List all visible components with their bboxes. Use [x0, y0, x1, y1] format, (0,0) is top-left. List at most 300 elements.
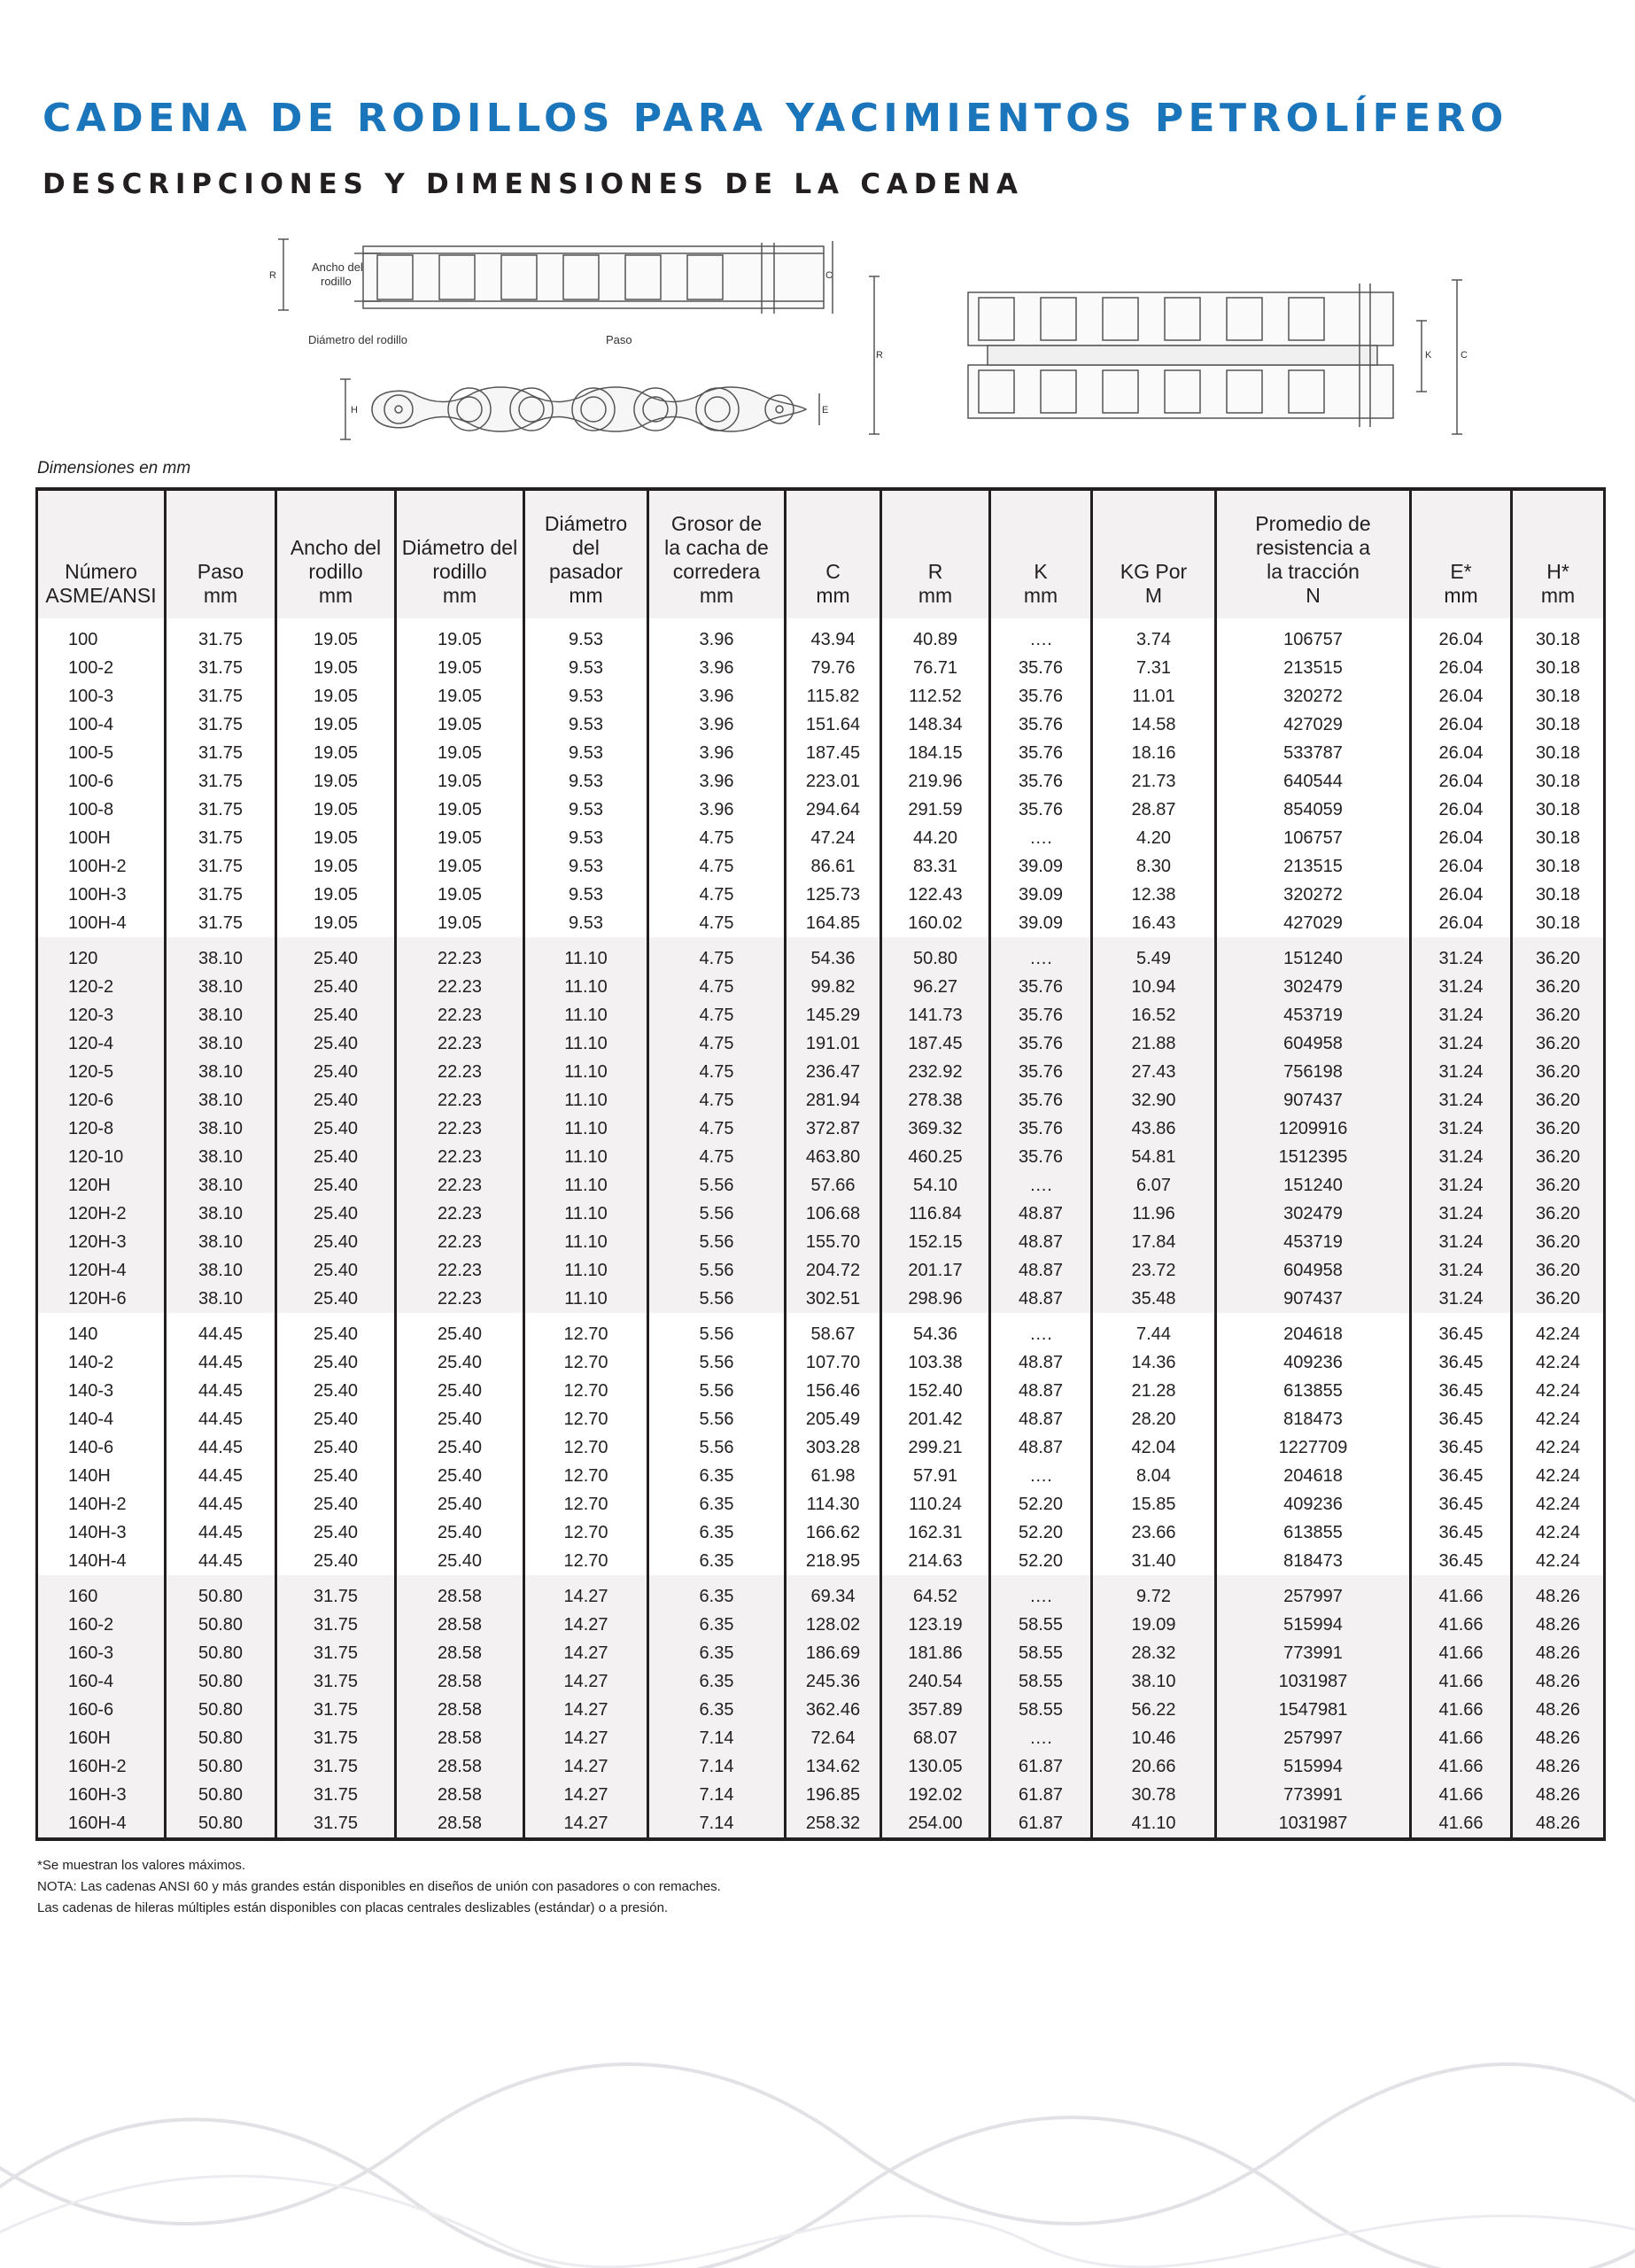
cell-pin-diameter: 12.70 [524, 1490, 648, 1518]
cell-roller-diameter: 22.23 [396, 1058, 524, 1086]
cell-asme-ansi-number: 160H-2 [37, 1752, 166, 1781]
cell-asme-ansi-number: 140-2 [37, 1348, 166, 1377]
cell-asme-ansi-number: 100-2 [37, 654, 166, 682]
cell-h: 48.26 [1512, 1752, 1605, 1781]
cell-kg-per-m: 14.58 [1092, 711, 1216, 739]
cell-asme-ansi-number: 100-6 [37, 767, 166, 796]
cell-roller-diameter: 22.23 [396, 1171, 524, 1200]
cell-avg-tensile-strength: 533787 [1216, 739, 1411, 767]
cell-k: …. [990, 824, 1092, 852]
single-chain-side-view-diagram [337, 372, 833, 447]
cell-k: 35.76 [990, 1058, 1092, 1086]
cell-pitch: 50.80 [166, 1809, 276, 1839]
cell-h: 30.18 [1512, 711, 1605, 739]
cell-r: 148.34 [881, 711, 990, 739]
cell-r: 68.07 [881, 1724, 990, 1752]
cell-avg-tensile-strength: 320272 [1216, 881, 1411, 909]
cell-asme-ansi-number: 120-2 [37, 973, 166, 1001]
cell-h: 36.20 [1512, 1115, 1605, 1143]
cell-roller-width: 31.75 [276, 1639, 396, 1667]
cell-link-plate-thickness: 6.35 [648, 1518, 786, 1547]
cell-asme-ansi-number: 140-3 [37, 1377, 166, 1405]
cell-e: 36.45 [1411, 1462, 1512, 1490]
table-row [37, 1490, 1605, 1518]
cell-link-plate-thickness: 3.96 [648, 625, 786, 654]
cell-kg-per-m: 3.74 [1092, 625, 1216, 654]
cell-e: 26.04 [1411, 711, 1512, 739]
cell-avg-tensile-strength: 515994 [1216, 1611, 1411, 1639]
cell-roller-width: 25.40 [276, 1086, 396, 1115]
cell-avg-tensile-strength: 756198 [1216, 1058, 1411, 1086]
group-spacer [37, 1575, 1605, 1582]
cell-h: 42.24 [1512, 1462, 1605, 1490]
cell-roller-diameter: 19.05 [396, 654, 524, 682]
cell-asme-ansi-number: 140H-2 [37, 1490, 166, 1518]
cell-roller-width: 19.05 [276, 767, 396, 796]
table-row [37, 1171, 1605, 1200]
cell-kg-per-m: 30.78 [1092, 1781, 1216, 1809]
cell-k: 39.09 [990, 881, 1092, 909]
cell-pitch: 31.75 [166, 824, 276, 852]
table-row [37, 1228, 1605, 1256]
cell-kg-per-m: 11.96 [1092, 1200, 1216, 1228]
header-line: Diámetro del [401, 536, 518, 559]
cell-roller-diameter: 19.05 [396, 824, 524, 852]
cell-h: 42.24 [1512, 1405, 1605, 1433]
cell-pin-diameter: 14.27 [524, 1724, 648, 1752]
cell-e: 26.04 [1411, 767, 1512, 796]
header-line: mm [816, 584, 850, 607]
cell-asme-ansi-number: 120H [37, 1171, 166, 1200]
cell-r: 44.20 [881, 824, 990, 852]
cell-c: 223.01 [786, 767, 881, 796]
cell-avg-tensile-strength: 427029 [1216, 909, 1411, 937]
cell-roller-diameter: 25.40 [396, 1320, 524, 1348]
cell-kg-per-m: 23.72 [1092, 1256, 1216, 1285]
cell-asme-ansi-number: 120-10 [37, 1143, 166, 1171]
cell-roller-width: 25.40 [276, 944, 396, 973]
table-row [37, 1348, 1605, 1377]
cell-link-plate-thickness: 3.96 [648, 796, 786, 824]
cell-roller-width: 31.75 [276, 1582, 396, 1611]
cell-link-plate-thickness: 5.56 [648, 1228, 786, 1256]
cell-link-plate-thickness: 6.35 [648, 1611, 786, 1639]
cell-avg-tensile-strength: 1547981 [1216, 1696, 1411, 1724]
cell-c: 294.64 [786, 796, 881, 824]
cell-r: 201.17 [881, 1256, 990, 1285]
spacer-cell [1512, 1313, 1605, 1320]
cell-kg-per-m: 11.01 [1092, 682, 1216, 711]
cell-pin-diameter: 9.53 [524, 824, 648, 852]
cell-pin-diameter: 9.53 [524, 796, 648, 824]
cell-pin-diameter: 12.70 [524, 1348, 648, 1377]
cell-avg-tensile-strength: 320272 [1216, 682, 1411, 711]
cell-c: 258.32 [786, 1809, 881, 1839]
cell-roller-diameter: 25.40 [396, 1490, 524, 1518]
cell-roller-diameter: 22.23 [396, 1086, 524, 1115]
cell-pin-diameter: 11.10 [524, 973, 648, 1001]
cell-e: 41.66 [1411, 1752, 1512, 1781]
cell-h: 36.20 [1512, 1200, 1605, 1228]
cell-r: 184.15 [881, 739, 990, 767]
header-line: mm [1023, 584, 1058, 607]
spacer-cell [1092, 937, 1216, 944]
units-note: Dimensiones en mm [37, 459, 191, 478]
cell-r: 214.63 [881, 1547, 990, 1575]
cell-r: 64.52 [881, 1582, 990, 1611]
cell-k: 48.87 [990, 1256, 1092, 1285]
cell-roller-width: 31.75 [276, 1809, 396, 1839]
header-line: Paso [197, 560, 244, 583]
cell-asme-ansi-number: 120-5 [37, 1058, 166, 1086]
cell-roller-width: 25.40 [276, 1490, 396, 1518]
cell-roller-diameter: 22.23 [396, 1256, 524, 1285]
cell-pin-diameter: 9.53 [524, 625, 648, 654]
table-row [37, 944, 1605, 973]
cell-k: 48.87 [990, 1348, 1092, 1377]
cell-asme-ansi-number: 100H-4 [37, 909, 166, 937]
table-row [37, 1115, 1605, 1143]
header-line: mm [1444, 584, 1478, 607]
cell-roller-diameter: 25.40 [396, 1377, 524, 1405]
cell-link-plate-thickness: 5.56 [648, 1256, 786, 1285]
cell-pitch: 38.10 [166, 1058, 276, 1086]
cell-roller-width: 25.40 [276, 1518, 396, 1547]
cell-e: 31.24 [1411, 1171, 1512, 1200]
cell-roller-diameter: 19.05 [396, 711, 524, 739]
cell-c: 155.70 [786, 1228, 881, 1256]
cell-roller-width: 25.40 [276, 1228, 396, 1256]
cell-e: 41.66 [1411, 1611, 1512, 1639]
cell-pitch: 31.75 [166, 881, 276, 909]
cell-c: 57.66 [786, 1171, 881, 1200]
cell-asme-ansi-number: 140-4 [37, 1405, 166, 1433]
table-row [37, 1518, 1605, 1547]
cell-k: 35.76 [990, 1029, 1092, 1058]
cell-c: 69.34 [786, 1582, 881, 1611]
cell-roller-width: 25.40 [276, 1320, 396, 1348]
footnote-ansi-note: NOTA: Las cadenas ANSI 60 y más grandes están disponibles en diseños de unión con pasadores o con remaches. [37, 1879, 721, 1894]
decorative-chain-waves [0, 2020, 1635, 2268]
cell-r: 460.25 [881, 1143, 990, 1171]
cell-r: 76.71 [881, 654, 990, 682]
diagram-pitch-label: Paso [606, 333, 632, 346]
cell-pin-diameter: 9.53 [524, 739, 648, 767]
cell-link-plate-thickness: 5.56 [648, 1320, 786, 1348]
header-line: M [1144, 584, 1163, 607]
cell-e: 36.45 [1411, 1348, 1512, 1377]
cell-c: 204.72 [786, 1256, 881, 1285]
cell-pitch: 31.75 [166, 909, 276, 937]
cell-kg-per-m: 27.43 [1092, 1058, 1216, 1086]
cell-roller-diameter: 22.23 [396, 1200, 524, 1228]
cell-r: 54.36 [881, 1320, 990, 1348]
cell-e: 31.24 [1411, 1285, 1512, 1313]
cell-e: 26.04 [1411, 909, 1512, 937]
cell-link-plate-thickness: 4.75 [648, 1143, 786, 1171]
cell-r: 116.84 [881, 1200, 990, 1228]
cell-c: 128.02 [786, 1611, 881, 1639]
spacer-cell [1512, 618, 1605, 625]
header-line: KG Por [1120, 560, 1188, 583]
cell-pitch: 31.75 [166, 852, 276, 881]
cell-kg-per-m: 18.16 [1092, 739, 1216, 767]
cell-asme-ansi-number: 100-8 [37, 796, 166, 824]
cell-asme-ansi-number: 160H-3 [37, 1781, 166, 1809]
table-row [37, 1285, 1605, 1313]
cell-roller-width: 31.75 [276, 1667, 396, 1696]
cell-roller-width: 25.40 [276, 1001, 396, 1029]
cell-avg-tensile-strength: 151240 [1216, 944, 1411, 973]
table-row [37, 1143, 1605, 1171]
spacer-cell [1411, 1313, 1512, 1320]
cell-c: 134.62 [786, 1752, 881, 1781]
page-title: CADENA DE RODILLOS PARA YACIMIENTOS PETROLÍFERO [43, 96, 1508, 141]
cell-link-plate-thickness: 5.56 [648, 1285, 786, 1313]
cell-avg-tensile-strength: 818473 [1216, 1547, 1411, 1575]
cell-pitch: 31.75 [166, 739, 276, 767]
cell-pitch: 44.45 [166, 1320, 276, 1348]
cell-roller-width: 25.40 [276, 1029, 396, 1058]
cell-pin-diameter: 14.27 [524, 1667, 648, 1696]
cell-roller-width: 25.40 [276, 1143, 396, 1171]
cell-c: 372.87 [786, 1115, 881, 1143]
cell-h: 36.20 [1512, 1086, 1605, 1115]
cell-roller-diameter: 19.05 [396, 767, 524, 796]
cell-c: 47.24 [786, 824, 881, 852]
table-row [37, 767, 1605, 796]
cell-link-plate-thickness: 5.56 [648, 1171, 786, 1200]
cell-kg-per-m: 28.32 [1092, 1639, 1216, 1667]
spacer-cell [990, 937, 1092, 944]
cell-e: 31.24 [1411, 1029, 1512, 1058]
cell-pin-diameter: 11.10 [524, 1285, 648, 1313]
cell-roller-width: 19.05 [276, 909, 396, 937]
cell-k: 35.76 [990, 973, 1092, 1001]
cell-e: 31.24 [1411, 1001, 1512, 1029]
spacer-cell [396, 1575, 524, 1582]
group-spacer [37, 937, 1605, 944]
table-row [37, 1696, 1605, 1724]
cell-h: 36.20 [1512, 1143, 1605, 1171]
cell-pin-diameter: 9.53 [524, 767, 648, 796]
header-line: pasador [548, 560, 624, 583]
cell-c: 79.76 [786, 654, 881, 682]
header-line: resistencia a [1255, 536, 1371, 559]
table-body [37, 618, 1605, 1839]
cell-pin-diameter: 9.53 [524, 654, 648, 682]
cell-h: 30.18 [1512, 739, 1605, 767]
cell-c: 281.94 [786, 1086, 881, 1115]
cell-pin-diameter: 11.10 [524, 1256, 648, 1285]
cell-link-plate-thickness: 4.75 [648, 1086, 786, 1115]
cell-asme-ansi-number: 120-3 [37, 1001, 166, 1029]
group-spacer [37, 618, 1605, 625]
cell-h: 36.20 [1512, 944, 1605, 973]
table-row [37, 711, 1605, 739]
spacer-cell [1216, 618, 1411, 625]
cell-avg-tensile-strength: 151240 [1216, 1171, 1411, 1200]
cell-k: 39.09 [990, 852, 1092, 881]
cell-avg-tensile-strength: 213515 [1216, 654, 1411, 682]
header-line: Número [65, 560, 137, 583]
cell-asme-ansi-number: 140H-3 [37, 1518, 166, 1547]
spacer-cell [37, 937, 166, 944]
spacer-cell [648, 937, 786, 944]
cell-k: 39.09 [990, 909, 1092, 937]
cell-e: 36.45 [1411, 1490, 1512, 1518]
cell-h: 42.24 [1512, 1518, 1605, 1547]
cell-pin-diameter: 9.53 [524, 909, 648, 937]
cell-e: 36.45 [1411, 1547, 1512, 1575]
cell-kg-per-m: 21.28 [1092, 1377, 1216, 1405]
cell-k: 52.20 [990, 1490, 1092, 1518]
cell-avg-tensile-strength: 409236 [1216, 1348, 1411, 1377]
spacer-cell [524, 1575, 648, 1582]
header-line: R [927, 560, 943, 583]
diagram-h-label: H [351, 405, 358, 416]
cell-pin-diameter: 12.70 [524, 1518, 648, 1547]
cell-pitch: 50.80 [166, 1752, 276, 1781]
cell-roller-diameter: 28.58 [396, 1667, 524, 1696]
header-line: mm [569, 584, 603, 607]
cell-avg-tensile-strength: 907437 [1216, 1086, 1411, 1115]
cell-pitch: 38.10 [166, 1171, 276, 1200]
cell-asme-ansi-number: 160-4 [37, 1667, 166, 1696]
cell-avg-tensile-strength: 604958 [1216, 1029, 1411, 1058]
cell-r: 112.52 [881, 682, 990, 711]
cell-e: 41.66 [1411, 1582, 1512, 1611]
cell-link-plate-thickness: 6.35 [648, 1639, 786, 1667]
cell-pin-diameter: 14.27 [524, 1639, 648, 1667]
cell-c: 58.67 [786, 1320, 881, 1348]
cell-h: 42.24 [1512, 1490, 1605, 1518]
cell-c: 114.30 [786, 1490, 881, 1518]
cell-h: 48.26 [1512, 1667, 1605, 1696]
cell-c: 61.98 [786, 1462, 881, 1490]
cell-roller-diameter: 25.40 [396, 1405, 524, 1433]
header-pitch [166, 489, 276, 618]
spacer-cell [276, 618, 396, 625]
cell-r: 96.27 [881, 973, 990, 1001]
spacer-cell [276, 937, 396, 944]
cell-link-plate-thickness: 3.96 [648, 739, 786, 767]
cell-link-plate-thickness: 4.75 [648, 1058, 786, 1086]
spacer-cell [648, 1575, 786, 1582]
cell-asme-ansi-number: 120-8 [37, 1115, 166, 1143]
cell-roller-diameter: 25.40 [396, 1518, 524, 1547]
cell-roller-width: 25.40 [276, 1433, 396, 1462]
cell-c: 236.47 [786, 1058, 881, 1086]
spacer-cell [166, 618, 276, 625]
spacer-cell [990, 1313, 1092, 1320]
spacer-cell [1411, 937, 1512, 944]
cell-h: 36.20 [1512, 1001, 1605, 1029]
table-row [37, 1667, 1605, 1696]
cell-avg-tensile-strength: 1209916 [1216, 1115, 1411, 1143]
cell-e: 26.04 [1411, 739, 1512, 767]
header-r [881, 489, 990, 618]
cell-link-plate-thickness: 4.75 [648, 824, 786, 852]
cell-asme-ansi-number: 100-3 [37, 682, 166, 711]
cell-roller-width: 31.75 [276, 1752, 396, 1781]
cell-link-plate-thickness: 5.56 [648, 1433, 786, 1462]
cell-pin-diameter: 9.53 [524, 881, 648, 909]
cell-link-plate-thickness: 7.14 [648, 1752, 786, 1781]
cell-roller-diameter: 22.23 [396, 973, 524, 1001]
cell-roller-diameter: 19.05 [396, 909, 524, 937]
cell-roller-diameter: 28.58 [396, 1639, 524, 1667]
cell-pitch: 38.10 [166, 973, 276, 1001]
cell-asme-ansi-number: 100 [37, 625, 166, 654]
cell-pitch: 50.80 [166, 1781, 276, 1809]
cell-kg-per-m: 32.90 [1092, 1086, 1216, 1115]
cell-pitch: 44.45 [166, 1490, 276, 1518]
table-row [37, 909, 1605, 937]
cell-kg-per-m: 56.22 [1092, 1696, 1216, 1724]
table-row [37, 1724, 1605, 1752]
cell-roller-diameter: 22.23 [396, 1143, 524, 1171]
header-asme-ansi-number [37, 489, 166, 618]
cell-kg-per-m: 12.38 [1092, 881, 1216, 909]
diagram-r-label: R [269, 270, 276, 281]
cell-roller-width: 31.75 [276, 1781, 396, 1809]
cell-kg-per-m: 20.66 [1092, 1752, 1216, 1781]
cell-avg-tensile-strength: 604958 [1216, 1256, 1411, 1285]
cell-c: 245.36 [786, 1667, 881, 1696]
cell-kg-per-m: 16.43 [1092, 909, 1216, 937]
spacer-cell [37, 618, 166, 625]
cell-kg-per-m: 8.04 [1092, 1462, 1216, 1490]
header-line: la cacha de [664, 536, 769, 559]
multi-strand-chain-diagram [864, 266, 1484, 443]
cell-k: …. [990, 625, 1092, 654]
cell-h: 36.20 [1512, 1171, 1605, 1200]
cell-h: 30.18 [1512, 625, 1605, 654]
spacer-cell [1512, 937, 1605, 944]
cell-pin-diameter: 11.10 [524, 1228, 648, 1256]
cell-r: 219.96 [881, 767, 990, 796]
cell-asme-ansi-number: 160-6 [37, 1696, 166, 1724]
spacer-cell [396, 1313, 524, 1320]
cell-kg-per-m: 14.36 [1092, 1348, 1216, 1377]
cell-k: 35.76 [990, 1001, 1092, 1029]
footnote-multi-strand-note: Las cadenas de hileras múltiples están disponibles con placas centrales deslizables (estándar) o a presión. [37, 1900, 669, 1915]
header-line: Promedio de [1255, 512, 1371, 535]
table-row [37, 796, 1605, 824]
cell-pitch: 38.10 [166, 1001, 276, 1029]
cell-kg-per-m: 7.31 [1092, 654, 1216, 682]
cell-r: 181.86 [881, 1639, 990, 1667]
header-line: C [825, 560, 841, 583]
cell-r: 152.15 [881, 1228, 990, 1256]
table-row [37, 1200, 1605, 1228]
header-line: Diámetro del [544, 512, 628, 559]
cell-k: 48.87 [990, 1377, 1092, 1405]
cell-h: 48.26 [1512, 1724, 1605, 1752]
cell-pin-diameter: 9.53 [524, 852, 648, 881]
cell-h: 42.24 [1512, 1320, 1605, 1348]
cell-pin-diameter: 11.10 [524, 1115, 648, 1143]
header-line: K [1034, 560, 1048, 583]
cell-c: 115.82 [786, 682, 881, 711]
cell-link-plate-thickness: 3.96 [648, 682, 786, 711]
cell-asme-ansi-number: 100-4 [37, 711, 166, 739]
cell-k: …. [990, 1171, 1092, 1200]
cell-e: 26.04 [1411, 852, 1512, 881]
cell-roller-diameter: 28.58 [396, 1809, 524, 1839]
cell-pin-diameter: 11.10 [524, 1058, 648, 1086]
